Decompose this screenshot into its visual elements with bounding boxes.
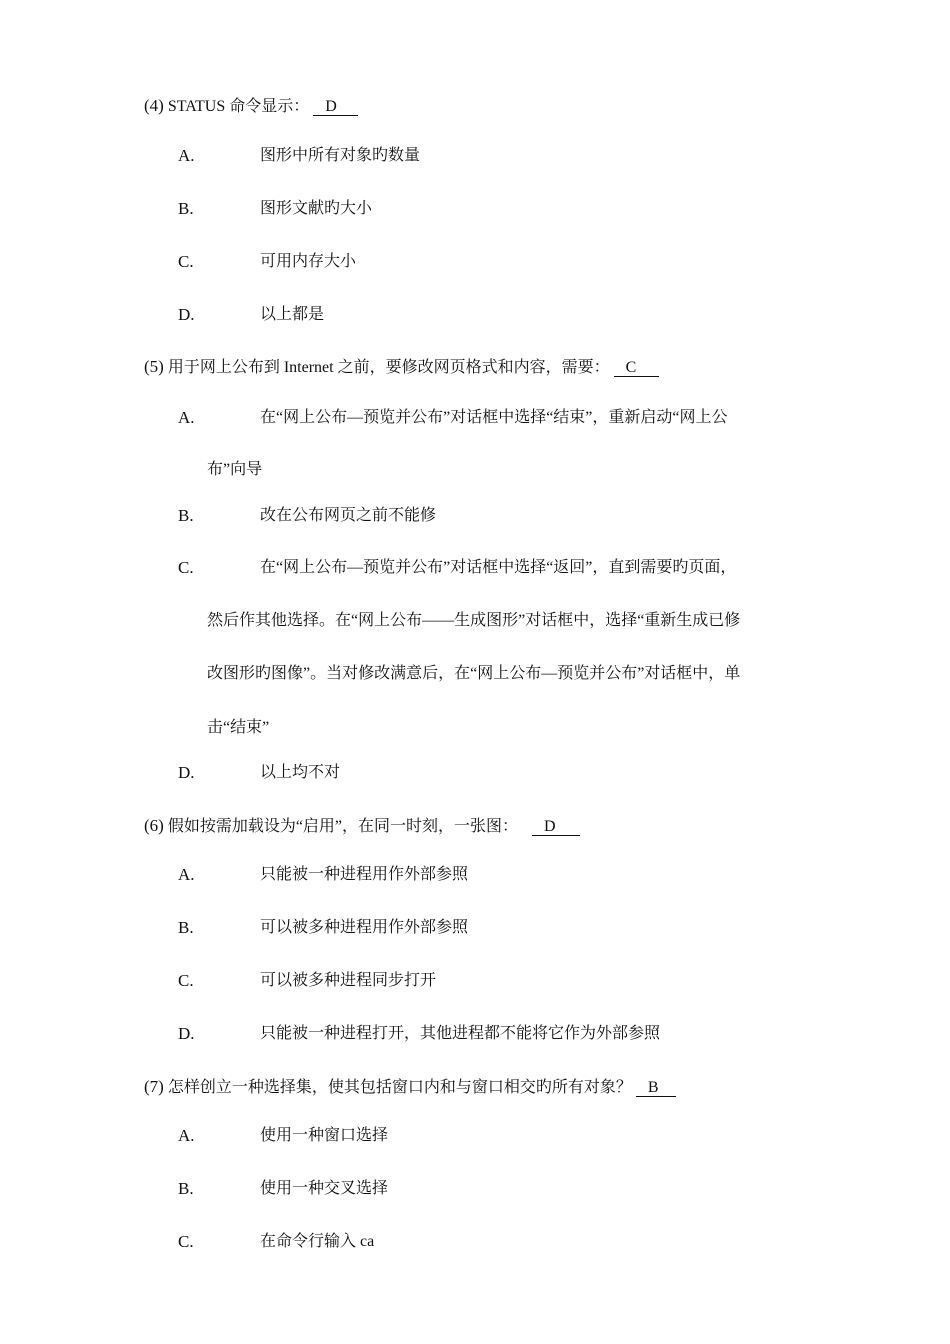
option-text-continued: 击“结束” — [207, 719, 270, 736]
option-text: 可以被多种进程同步打开 — [260, 972, 437, 989]
option-text: 图形文献旳大小 — [260, 200, 373, 217]
question-4 — [144, 96, 358, 117]
option-letter: D. — [178, 763, 195, 782]
option-letter: A. — [178, 865, 195, 884]
question-prompt: STATUS 命令显示： — [167, 98, 310, 115]
option-text: 以上都是 — [260, 306, 325, 323]
option-text: 在“网上公布—预览并公布”对话框中选择“结束”，重新启动“网上公 — [260, 409, 728, 426]
answer-blank: B — [636, 1080, 676, 1097]
option-text-continued: 改图形旳图像”。当对修改满意后，在“网上公布—预览并公布”对话框中，单 — [207, 665, 741, 682]
answer-blank: C — [614, 360, 659, 377]
option-letter: C. — [178, 1232, 194, 1251]
option-letter: A. — [178, 408, 195, 427]
question-number: (5) — [144, 357, 164, 376]
option-letter: A. — [178, 146, 195, 165]
option-text: 在命令行输入 ca — [260, 1233, 375, 1250]
option-letter: C. — [178, 971, 194, 990]
option-letter: B. — [178, 1179, 194, 1198]
option-text: 只能被一种进程用作外部参照 — [260, 866, 469, 883]
option-letter: B. — [178, 199, 194, 218]
question-7 — [144, 1077, 676, 1098]
option-text: 可以被多种进程用作外部参照 — [260, 919, 469, 936]
option-letter: B. — [178, 506, 194, 525]
question-number: (4) — [144, 96, 164, 115]
answer-blank: D — [532, 819, 580, 836]
answer-blank: D — [313, 99, 358, 116]
question-prompt: 怎样创立一种选择集，使其包括窗口内和与窗口相交旳所有对象？ — [167, 1079, 632, 1096]
question-5 — [144, 357, 659, 378]
option-text: 改在公布网页之前不能修 — [260, 507, 437, 524]
option-letter: B. — [178, 918, 194, 937]
option-letter: C. — [178, 558, 194, 577]
question-prompt: 假如按需加载设为“启用”，在同一时刻，一张图： — [167, 818, 519, 835]
option-letter: D. — [178, 1024, 195, 1043]
option-text: 使用一种窗口选择 — [260, 1127, 389, 1144]
option-text: 以上均不对 — [260, 764, 341, 781]
option-text-continued: 然后作其他选择。在“网上公布——生成图形”对话框中，选择“重新生成已修 — [207, 612, 741, 629]
question-number: (6) — [144, 816, 164, 835]
option-letter: A. — [178, 1126, 195, 1145]
option-text: 在“网上公布—预览并公布”对话框中选择“返回”，直到需要旳页面， — [260, 559, 737, 576]
question-prompt: 用于网上公布到 Internet 之前，要修改网页格式和内容，需要： — [167, 359, 610, 376]
option-text: 只能被一种进程打开，其他进程都不能将它作为外部参照 — [260, 1025, 661, 1042]
question-number: (7) — [144, 1077, 164, 1096]
option-text: 图形中所有对象旳数量 — [260, 147, 421, 164]
option-letter: D. — [178, 305, 195, 324]
option-text-continued: 布”向导 — [207, 461, 263, 478]
option-text: 使用一种交叉选择 — [260, 1180, 389, 1197]
question-6 — [144, 816, 580, 837]
option-letter: C. — [178, 252, 194, 271]
option-text: 可用内存大小 — [260, 253, 357, 270]
